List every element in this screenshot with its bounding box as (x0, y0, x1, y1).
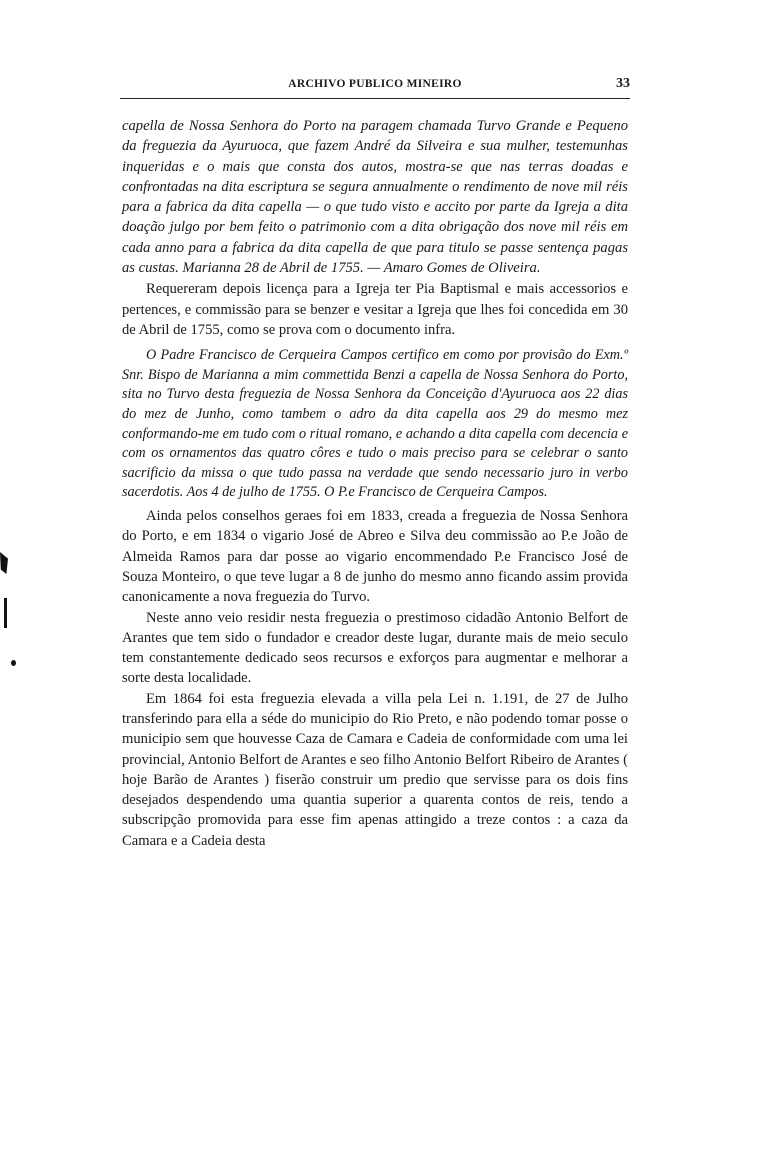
paragraph-freguezia: Ainda pelos conselhos geraes foi em 1833, creada a freguezia de Nossa Senhora do Porto, e em 1834 o vigario José de Abreo e Silva deu commissão ao P.e João de Almeida Ramos para dar posse ao vigario encommendado P.e Francisco José de Souza Monteiro, o que teve lugar a 8 de junho do mesmo anno ficando assim provida canonicamente a nova freguezia do Turvo. (122, 508, 628, 606)
page-header (120, 76, 630, 100)
page-number: 33 (616, 76, 630, 91)
header-rule (120, 98, 630, 99)
paragraph-certidao: O Padre Francisco de Cerqueira Campos certifico em como por provisão do Exm.º Snr. Bispo de Marianna a mim commettida Benzi a capella de Nossa Senhora do Porto, sita no Turvo desta freguezia de Nossa Senhora da Conceição d'Ayuruoca aos 22 dias do mez de Junho, como tambem o adro da dita capella aos 29 do mesmo mez conformando-me em tudo com o ritual romano, e achando a dita capella com decencia e com os ornamentos das quatro côres e tudo o mais preciso para se celebrar o santo sacrificio da missa o que tudo passa na verdade que sendo necessario juro in verbo sacerdotis. Aos 4 de julho de 1755. O P.e Francisco de Cerqueira Campos. (122, 347, 628, 501)
running-title: ARCHIVO PUBLICO MINEIRO (288, 78, 462, 90)
paragraph-requerimento: Requereram depois licença para a Igreja ter Pia Baptismal e mais accessorios e pertences, e commissão para se benzer e vesitar a Igreja que lhes foi concedida em 30 de Abril de 1755, como se prova com o documento infra. (122, 281, 628, 338)
scan-edge-mark (0, 552, 8, 574)
paragraph-villa: Em 1864 foi esta freguezia elevada a villa pela Lei n. 1.191, de 27 de Julho transferindo para ella a séde do municipio do Rio Preto, e não podendo tomar posse o municipio sem que houvesse Caza de Camara e Cadeia de conformidade com uma lei provincial, Antonio Belfort de Arantes e seo filho Antonio Belfort Ribeiro de Arantes ( hoje Barão de Arantes ) fiserão construir um predio que servisse para os dois fins desejados despendendo uma quantia superior a quarenta contos de reis, tendo a subscripção promovida para esse fim apenas attingido a treze contos : a caza da Camara e a Cadeia desta (122, 690, 628, 849)
page-body (122, 116, 628, 851)
scan-edge-dot (11, 660, 16, 666)
paragraph-continuation: capella de Nossa Senhora do Porto na paragem chamada Turvo Grande e Pequeno da freguezia da Ayuruoca, que fazem André da Silveira e sua mulher, testemunhas inqueridas e o mais que consta dos autos, mostra-se que nas terras doadas e confrontadas na dita escriptura se segura annualmente o rendimento de nove mil réis para a fabrica da dita capella — o que tudo visto e accito por parte da Igreja a dita doação julgo por bem feito o patrimonio com a dita obrigação dos nove mil réis em cada anno para a fabrica da dita capella de que para titulo se passe sentença pagas as custas. Marianna 28 de Abril de 1755. — Amaro Gomes de Oliveira. (122, 118, 628, 277)
scan-edge-mark (4, 598, 7, 628)
paragraph-antonio-belfort: Neste anno veio residir nesta freguezia o prestimoso cidadão Antonio Belfort de Arantes que tem sido o fundador e creador deste lugar, durante mais de meio seculo tem constantemente dedicado seos recursos e exforços para augmentar e melhorar a sorte desta localidade. (122, 609, 628, 687)
